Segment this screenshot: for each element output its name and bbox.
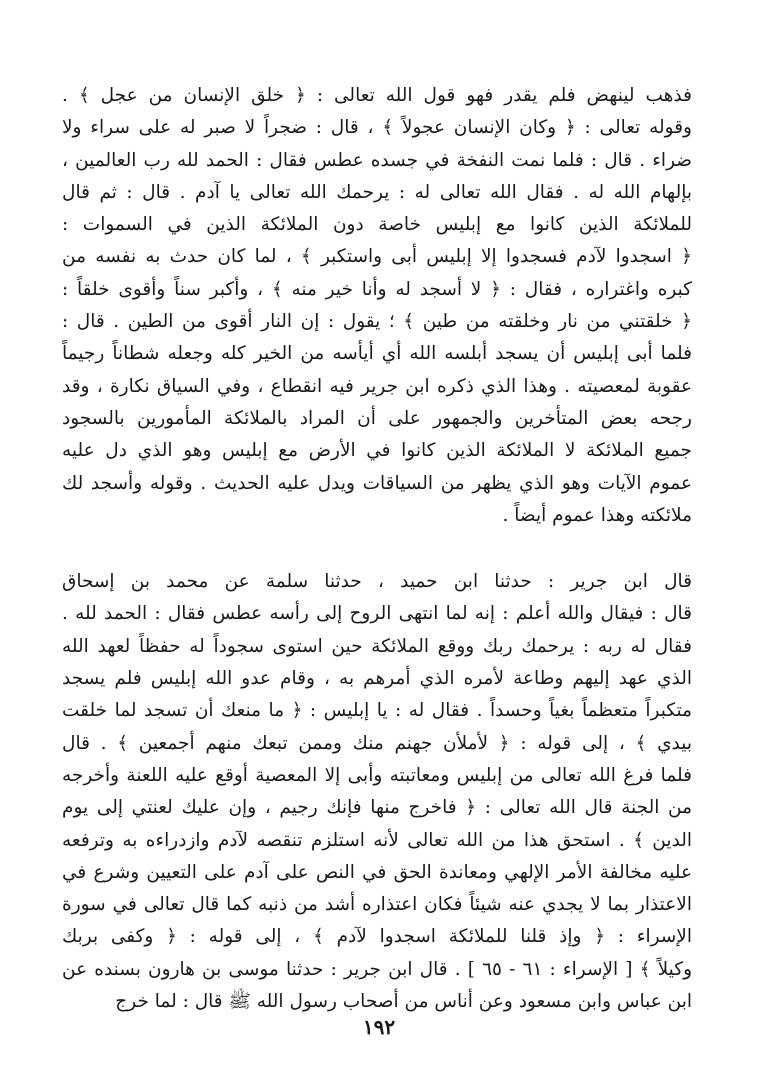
text-line: كبره واغتراره ، فقال : ﴿ لا أسجد له وأنا خير منه ﴾ ، وأكبر سناً وأقوى خلقاً : (62, 278, 692, 300)
text-line: ملائكته وهذا عموم أيضاً . (502, 504, 692, 526)
text-line: بيدي ﴾ ، إلى قوله : ﴿ لأملأن جهنم منك وممن تبعك منهم أجمعين ﴾ . قال (62, 732, 692, 754)
text-line: بإلهام الله له . فقال الله تعالى له : يرحمك الله تعالى يا آدم . قال : ثم قال (62, 181, 692, 203)
text-line: وقوله تعالى : ﴿ وكان الإنسان عجولاً ﴾ ، قال : ضجراً لا صبر له على سراء ولا (62, 117, 692, 139)
text-line: جميع الملائكة لا الملائكة الذين كانوا في الأرض مع إبليس وهو الذي دل عليه (62, 440, 692, 462)
text-line: قال ابن جرير : حدثنا ابن حميد ، حدثنا سلمة عن محمد بن إسحاق (62, 571, 692, 593)
text-line: ابن عباس وابن مسعود وعن أناس من أصحاب رسول الله ﷺ قال : لما خرج (115, 991, 692, 1013)
text-line: الذي عهد إليهم وطاعة لأمره الذي أمرهم به ، وقام عدو الله إبليس فلم يسجد (62, 668, 692, 690)
text-line: ضراء . قال : فلما نمت النفخة في جسده عطس فقال : الحمد لله رب العالمين ، (62, 149, 692, 171)
text-line: الإسراء : ﴿ وإذ قلنا للملائكة اسجدوا لآدم ﴾ ، إلى قوله : ﴿ وكفى بربك (62, 926, 692, 948)
page-number: ١٩٢ (362, 1015, 396, 1039)
text-line: ﴿ اسجدوا لآدم فسجدوا إلا إبليس أبى واستكبر ﴾ ، لما كان حدث به نفسه من (62, 246, 692, 268)
text-line: الدين ﴾ . استحق هذا من الله تعالى لأنه استلزم تنقصه لآدم وازدراءه به وترفعه (62, 829, 692, 851)
text-line: فلما أبى إبليس أن يسجد أبلسه الله أي أيأسه من الخير كله وجعله شطاناً رجيماً (62, 343, 692, 365)
text-line: من الجنة قال الله تعالى : ﴿ فاخرج منها فإنك رجيم ، وإن عليك لعنتي إلى يوم (62, 797, 692, 819)
text-line: قال : فيقال والله أعلم : إنه لما انتهى الروح إلى رأسه عطس فقال : الحمد لله . (62, 603, 692, 625)
paragraph-2 (62, 566, 692, 1018)
text-line: عموم الآيات وهو الذي يظهر من السياقات ويدل عليه الحديث . وقوله وأسجد لك (62, 472, 692, 494)
body-text (62, 80, 692, 1018)
text-line: فذهب لينهض فلم يقدر فهو قول الله تعالى : ﴿ خلق الإنسان من عجل ﴾ . (62, 85, 692, 106)
text-line: عليه مخالفة الأمر الإلهي ومعاندة الحق في النص على آدم على التعيين وشرع في (62, 861, 692, 883)
text-line: للملائكة الذين كانوا مع إبليس خاصة دون الملائكة الذين في السموات : (62, 214, 692, 236)
paragraph-1 (62, 80, 692, 532)
text-line: فلما فرغ الله تعالى من إبليس ومعاتبته وأبى إلا المعصية أوقع عليه اللعنة وأخرجه (62, 764, 692, 786)
text-line: رجحه بعض المتأخرين والجمهور على أن المراد بالملائكة المأمورين بالسجود (62, 407, 692, 429)
text-line: فقال له ربه : يرحمك ربك ووقع الملائكة حين استوى سجوداً له حفظاً لعهد الله (62, 635, 692, 657)
text-line: وكيلاً ﴾ [ الإسراء : ٦١ - ٦٥ ] . قال ابن جرير : حدثنا موسى بن هارون بسنده عن (62, 958, 692, 980)
text-line: الاعتذار بما لا يجدي عنه شيئاً فكان اعتذاره أشد من ذنبه كما قال تعالى في سورة (62, 894, 692, 916)
text-line: ﴿ خلقتني من نار وخلقته من طين ﴾ ؛ يقول : إن النار أقوى من الطين . قال : (62, 311, 692, 333)
text-line: عقوبة لمعصيته . وهذا الذي ذكره ابن جرير فيه انقطاع ، وفي السياق نكارة ، وقد (62, 375, 692, 397)
text-line: متكبراً متعظماً بغياً وحسداً . فقال له : يا إبليس : ﴿ ما منعك أن تسجد لما خلقت (62, 700, 692, 722)
